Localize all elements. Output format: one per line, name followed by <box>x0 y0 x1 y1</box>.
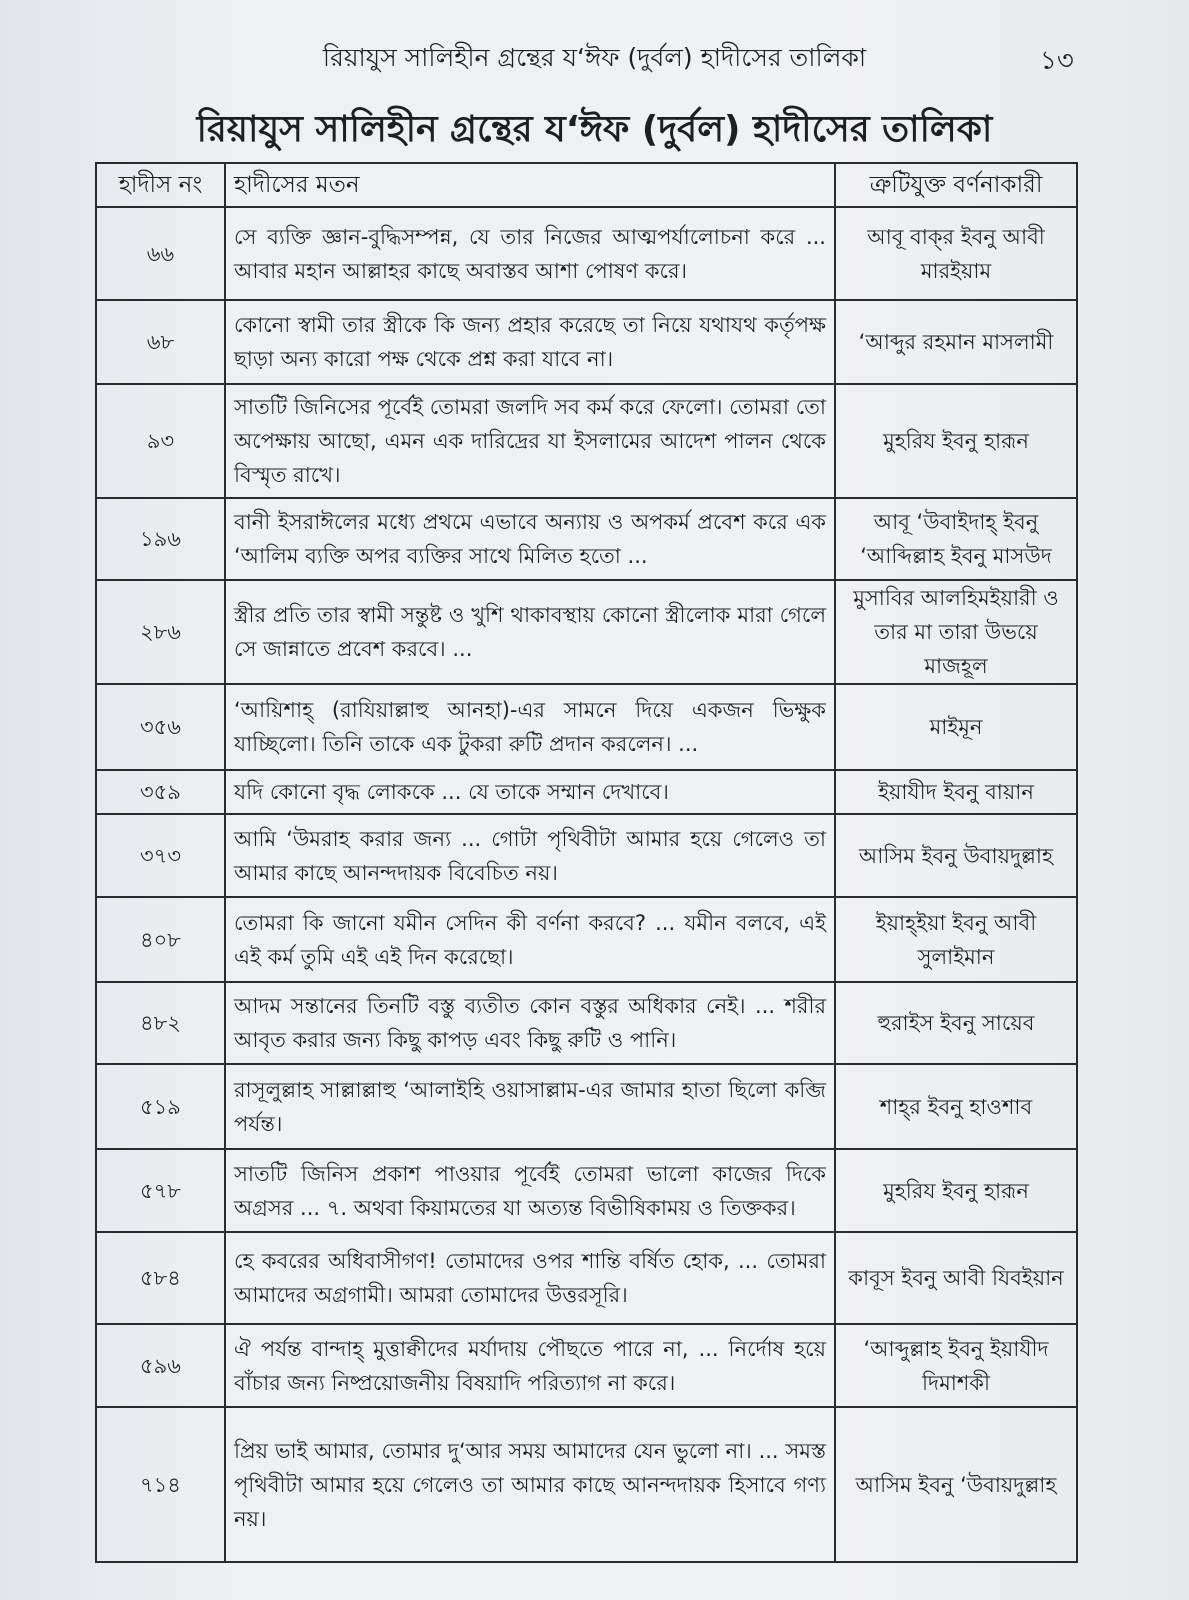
hadith-number: ৫৮৪ <box>96 1232 225 1324</box>
hadith-text: কোনো স্বামী তার স্ত্রীকে কি জন্য প্রহার করেছে তা নিয়ে যথাযথ কর্তৃপক্ষ ছাড়া অন্য কারো পক্ষ থেকে প্রশ্ন করা যাবে না। <box>225 300 835 384</box>
hadith-text: সাতটি জিনিস প্রকাশ পাওয়ার পূর্বেই তোমরা ভালো কাজের দিকে অগ্রসর ... ৭. অথবা কিয়ামতের যা অত্যন্ত বিভীষিকাময় ও তিক্তকর। <box>225 1149 835 1232</box>
table-row <box>96 300 1077 384</box>
hadith-number: ৬৮ <box>96 300 225 384</box>
table-row <box>96 982 1077 1064</box>
running-header: রিয়াযুস সালিহীন গ্রন্থের য‘ঈফ (দুর্বল) হাদীসের তালিকা <box>322 43 867 72</box>
narrator: আবূ বাক্‌র ইবনু আবী মারইয়াম <box>835 207 1077 300</box>
table-row <box>96 580 1077 684</box>
narrator: মাইমূন <box>835 684 1077 770</box>
hadith-text: তোমরা কি জানো যমীন সেদিন কী বর্ণনা করবে? ... যমীন বলবে, এই এই কর্ম তুমি এই এই দিন করেছো। <box>225 897 835 982</box>
narrator: ‘আব্দুল্লাহ ইবনু ইয়াযীদ দিমাশকী <box>835 1324 1077 1407</box>
page-title: রিয়াযুস সালিহীন গ্রন্থের য‘ঈফ (দুর্বল) হাদীসের তালিকা <box>196 109 993 150</box>
weak-hadith-table <box>95 162 1078 1563</box>
narrator: আবূ ‘উবাইদাহ্ ইবনু ‘আব্দিল্লাহ ইবনু মাসউদ <box>835 498 1077 580</box>
table-row <box>96 770 1077 814</box>
hadith-text: প্রিয় ভাই আমার, তোমার দু‘আর সময় আমাদের যেন ভুলো না। ... সমস্ত পৃথিবীটা আমার হয়ে গেলেও তা আমার কাছে আনন্দদায়ক হিসাবে গণ্য নয়। <box>225 1407 835 1562</box>
hadith-text: আমি ‘উমরাহ করার জন্য ... গোটা পৃথিবীটা আমার হয়ে গেলেও তা আমার কাছে আনন্দদায়ক বিবেচিত নয়। <box>225 814 835 897</box>
narrator: হুরাইস ইবনু সায়েব <box>835 982 1077 1064</box>
table-row <box>96 1324 1077 1407</box>
hadith-text: রাসূলুল্লাহ সাল্লাল্লাহু ‘আলাইহি ওয়াসাল্লাম-এর জামার হাতা ছিলো কব্জি পর্যন্ত। <box>225 1064 835 1149</box>
hadith-number: ৩৫৯ <box>96 770 225 814</box>
hadith-number: ৫৯৬ <box>96 1324 225 1407</box>
table-row <box>96 1149 1077 1232</box>
narrator: আসিম ইবনু ‘উবায়দুল্লাহ <box>835 1407 1077 1562</box>
hadith-text: ঐ পর্যন্ত বান্দাহ্ মুত্তাক্বীদের মর্যাদায় পৌছতে পারে না, ... নির্দোষ হয়ে বাঁচার জন্য নিষ্প্রয়োজনীয় বিষয়াদি পরিত্যাগ না করে। <box>225 1324 835 1407</box>
hadith-number: ৪৮২ <box>96 982 225 1064</box>
table-header-row <box>96 163 1077 207</box>
column-header-text: হাদীসের মতন <box>225 163 835 207</box>
hadith-text: স্ত্রীর প্রতি তার স্বামী সন্তুষ্ট ও খুশি থাকাবস্থায় কোনো স্ত্রীলোক মারা গেলে সে জান্নাতে প্রবেশ করবে। ... <box>225 580 835 684</box>
table-row <box>96 1064 1077 1149</box>
hadith-number: ৫১৯ <box>96 1064 225 1149</box>
hadith-number: ৫৭৮ <box>96 1149 225 1232</box>
narrator: ইয়াযীদ ইবনু বায়ান <box>835 770 1077 814</box>
table-row <box>96 1407 1077 1562</box>
hadith-number: ৩৭৩ <box>96 814 225 897</box>
hadith-number: ৭১৪ <box>96 1407 225 1562</box>
narrator: কাবূস ইবনু আবী যিবইয়ান <box>835 1232 1077 1324</box>
narrator: মুসাবির আলহিমইয়ারী ও তার মা তারা উভয়ে মাজহূল <box>835 580 1077 684</box>
hadith-number: ৪০৮ <box>96 897 225 982</box>
page-number: ১৩ <box>1040 46 1074 76</box>
narrator: ‘আব্দুর রহমান মাসলামী <box>835 300 1077 384</box>
table-row <box>96 498 1077 580</box>
table-row <box>96 1232 1077 1324</box>
hadith-number: ১৯৬ <box>96 498 225 580</box>
hadith-text: আদম সন্তানের তিনটি বস্তু ব্যতীত কোন বস্তুর অধিকার নেই। ... শরীর আবৃত করার জন্য কিছু কাপড় এবং কিছু রুটি ও পানি। <box>225 982 835 1064</box>
narrator: মুহরিয ইবনু হারূন <box>835 1149 1077 1232</box>
narrator: শাহ্‌র ইবনু হাওশাব <box>835 1064 1077 1149</box>
hadith-number: ২৮৬ <box>96 580 225 684</box>
column-header-number: হাদীস নং <box>96 163 225 207</box>
hadith-text: ‘আয়িশাহ্ (রাযিয়াল্লাহু আনহা)-এর সামনে দিয়ে একজন ভিক্ষুক যাচ্ছিলো। তিনি তাকে এক টুকরা রুটি প্রদান করলেন। ... <box>225 684 835 770</box>
table-row <box>96 384 1077 498</box>
hadith-number: ৩৫৬ <box>96 684 225 770</box>
column-header-narrator: ত্রুটিযুক্ত বর্ণনাকারী <box>835 163 1077 207</box>
narrator: আসিম ইবনু উবায়দুল্লাহ <box>835 814 1077 897</box>
hadith-text: সাতটি জিনিসের পূর্বেই তোমরা জলদি সব কর্ম করে ফেলো। তোমরা তো অপেক্ষায় আছো, এমন এক দারিদ্রের যা ইসলামের আদেশ পালন থেকে বিস্মৃত রাখে। <box>225 384 835 498</box>
table-row <box>96 814 1077 897</box>
hadith-text: যদি কোনো বৃদ্ধ লোককে ... যে তাকে সম্মান দেখাবে। <box>225 770 835 814</box>
hadith-text: সে ব্যক্তি জ্ঞান-বুদ্ধিসম্পন্ন, যে তার নিজের আত্মপর্যালোচনা করে ... আবার মহান আল্লাহর কাছে অবাস্তব আশা পোষণ করে। <box>225 207 835 300</box>
table-row <box>96 207 1077 300</box>
hadith-text: হে কবরের অধিবাসীগণ! তোমাদের ওপর শান্তি বর্ষিত হোক, ... তোমরা আমাদের অগ্রগামী। আমরা তোমাদের উত্তরসূরি। <box>225 1232 835 1324</box>
hadith-text: বানী ইসরাঈলের মধ্যে প্রথমে এভাবে অন্যায় ও অপকর্ম প্রবেশ করে এক ‘আলিম ব্যক্তি অপর ব্যক্তির সাথে মিলিত হতো ... <box>225 498 835 580</box>
table-row <box>96 684 1077 770</box>
narrator: ইয়াহ্ইয়া ইবনু আবী সুলাইমান <box>835 897 1077 982</box>
hadith-number: ৯৩ <box>96 384 225 498</box>
hadith-number: ৬৬ <box>96 207 225 300</box>
table-row <box>96 897 1077 982</box>
narrator: মুহরিয ইবনু হারূন <box>835 384 1077 498</box>
